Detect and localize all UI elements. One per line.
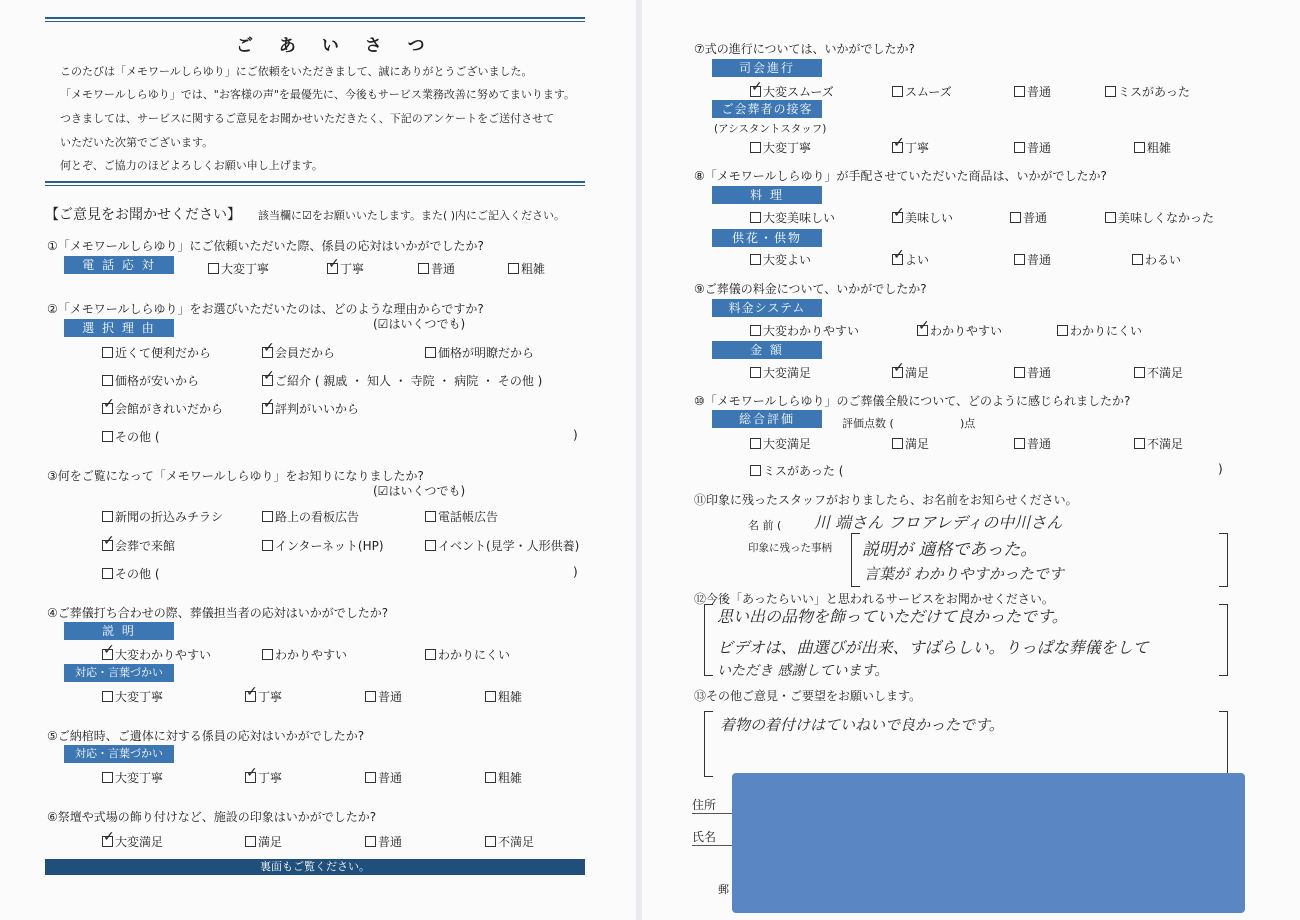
survey-page-front (0, 0, 636, 920)
option[interactable]: ✓ 丁寧 (327, 260, 364, 277)
option[interactable]: スムーズ (892, 83, 952, 100)
option[interactable]: 粗雑 (508, 260, 545, 277)
checkbox-checked[interactable] (102, 540, 113, 551)
option[interactable]: 美味しくなかった (1105, 209, 1214, 226)
name-label-contact: 氏名 (692, 830, 717, 844)
option[interactable]: 大変わかりやすい (750, 322, 859, 339)
checkbox[interactable] (750, 254, 761, 265)
category-label: 料金システム (712, 299, 822, 317)
question-2: ②「メモワールしらゆり」をお選びいただいたのは、どのような理由からですか? (47, 302, 484, 316)
greeting-line: このたびは「メモワールしらゆり」にご依頼をいただきまして、誠にありがとうございました。 (60, 65, 533, 78)
option[interactable]: ✓ ご紹介 ( 親戚 ・ 知人 ・ 寺院 ・ 病院 ・ その他 ) (262, 372, 542, 389)
checkbox-checked[interactable] (102, 649, 113, 660)
category-label: 料 理 (712, 186, 822, 204)
option[interactable]: 粗雑 (1134, 139, 1171, 156)
option[interactable]: その他 ( (102, 428, 160, 445)
option[interactable]: ミスがあった ( (750, 462, 843, 479)
handwritten-line: 思い出の品物を飾っていただけて良かったです。 (717, 607, 1068, 626)
option[interactable]: 不満足 (485, 833, 534, 850)
checkbox[interactable] (892, 438, 903, 449)
option[interactable]: 価格が明瞭だから (425, 344, 534, 361)
option[interactable]: わかりにくい (425, 646, 510, 663)
handwritten-line: 着物の着付けはていねいで良かったです。 (720, 716, 1004, 734)
checkbox[interactable] (750, 438, 761, 449)
option[interactable]: ✓ 会員だから (262, 344, 335, 361)
checkbox[interactable] (485, 836, 496, 847)
option[interactable]: ✓ 丁寧 (892, 139, 929, 156)
checkbox[interactable] (1105, 86, 1116, 97)
checkbox-checked[interactable] (262, 347, 273, 358)
top-rule (45, 17, 585, 19)
checkbox[interactable] (750, 212, 761, 223)
handwritten-line: 説明が 適格であった。 (862, 540, 1038, 560)
option[interactable]: ✓会葬で来館 (102, 537, 175, 554)
checkbox[interactable] (102, 772, 113, 783)
multi-select-note: (☑はいくつでも) (373, 484, 466, 498)
option[interactable]: 大変丁寧 (750, 139, 811, 156)
checkbox[interactable] (365, 772, 376, 783)
checkbox[interactable] (750, 325, 761, 336)
checkbox[interactable] (1134, 367, 1145, 378)
question-8: ⑧「メモワールしらゆり」が手配させていただいた商品は、いかがでしたか? (694, 169, 1107, 183)
option[interactable]: わかりにくい (1057, 322, 1142, 339)
checkbox[interactable] (750, 465, 761, 476)
category-label: 供花・供物 (712, 229, 822, 247)
impression-label: 印象に残った事柄 (748, 542, 832, 554)
option[interactable]: ✓ よい (892, 251, 929, 268)
checkbox-checked[interactable] (892, 142, 903, 153)
option[interactable]: 大変美味しい (750, 209, 835, 226)
checkbox-checked[interactable] (245, 772, 256, 783)
close-paren: ) (573, 565, 578, 579)
checkbox[interactable] (1134, 142, 1145, 153)
checkbox[interactable] (750, 367, 761, 378)
checkbox[interactable] (1105, 212, 1116, 223)
option[interactable]: 粗雑 (485, 769, 522, 786)
close-paren: ) (1218, 462, 1223, 476)
category-label: 総合評価 (712, 410, 822, 428)
question-3: ③何をご覧になって「メモワールしらゆり」をお知りになりましたか? (47, 469, 424, 483)
checkbox[interactable] (485, 772, 496, 783)
checkbox[interactable] (365, 691, 376, 702)
right-bracket (1219, 533, 1228, 587)
option[interactable]: ✓大変スムーズ (750, 83, 834, 100)
category-label: 選 択 理 由 (64, 319, 174, 337)
score-suffix: )点 (960, 417, 976, 430)
survey-heading: 【ご意見をお聞かせください】 (45, 207, 241, 223)
option[interactable]: その他 ( (102, 565, 160, 582)
checkbox-checked[interactable] (917, 325, 928, 336)
option[interactable]: 普通 (418, 260, 455, 277)
option[interactable]: 普通 (1014, 83, 1051, 100)
question-4: ④ご葬儀打ち合わせの際、葬儀担当者の応対はいかがでしたか? (47, 606, 389, 620)
checkbox-checked[interactable] (245, 691, 256, 702)
option[interactable]: ミスがあった (1105, 83, 1190, 100)
greeting-line: いただいた次第でございます。 (60, 136, 214, 149)
survey-instruction: 該当欄に☑をお願いいたします。また( )内にご記入ください。 (258, 209, 566, 222)
checkbox[interactable] (418, 263, 429, 274)
option[interactable]: 大変丁寧 (208, 260, 269, 277)
greeting-title: ご あ い さ つ (236, 36, 435, 56)
checkbox-checked[interactable] (102, 403, 113, 414)
postal-label: 郵 (718, 883, 729, 896)
footer-bar: 裏面もご覧ください。 (45, 859, 585, 875)
handwritten-line: いただき 感謝しています。 (717, 663, 889, 679)
category-label: 対応・言葉づかい (64, 664, 174, 682)
option[interactable]: 大変丁寧 (102, 688, 163, 705)
option[interactable]: 普通 (1014, 364, 1051, 381)
left-bracket (851, 533, 860, 587)
option[interactable]: 電話帳広告 (425, 508, 498, 525)
top-rule-thin (45, 21, 585, 22)
option[interactable]: 粗雑 (485, 688, 522, 705)
greeting-line: 何とぞ、ご協力のほどよろしくお願い申し上げます。 (60, 159, 323, 172)
option[interactable]: ✓ わかりやすい (917, 322, 1002, 339)
checkbox[interactable] (102, 511, 113, 522)
checkbox[interactable] (1014, 86, 1025, 97)
option[interactable]: ✓会館がきれいだから (102, 400, 223, 417)
option[interactable]: 普通 (365, 688, 402, 705)
checkbox[interactable] (102, 347, 113, 358)
category-label: 金 額 (712, 341, 822, 359)
option[interactable]: 大変満足 (750, 435, 811, 452)
checkbox[interactable] (425, 511, 436, 522)
option[interactable]: ✓ 美味しい (892, 209, 953, 226)
greeting-line: つきましては、サービスに関するご意見をお聞かせいただきたく、下記のアンケートをご送付させて (60, 112, 555, 125)
option[interactable]: ✓ 丁寧 (245, 769, 282, 786)
option[interactable]: 大変丁寧 (102, 769, 163, 786)
question-6: ⑥祭壇や式場の飾り付けなど、施設の印象はいかがでしたか? (47, 810, 377, 824)
greeting-bottom-rule (45, 181, 585, 183)
checkbox[interactable] (102, 431, 113, 442)
option[interactable]: ✓ 評判がいいから (262, 400, 359, 417)
option[interactable]: 普通 (1014, 251, 1051, 268)
checkbox[interactable] (892, 86, 903, 97)
checkbox[interactable] (102, 568, 113, 579)
option[interactable]: ✓大変わかりやすい (102, 646, 211, 663)
checkbox[interactable] (1014, 142, 1025, 153)
checkbox[interactable] (750, 142, 761, 153)
question-1: ①「メモワールしらゆり」にご依頼いただいた際、係員の応対はいかがでしたか? (47, 239, 484, 253)
category-label: 説 明 (64, 622, 174, 640)
checkbox-checked[interactable] (262, 403, 273, 414)
option[interactable]: 価格が安いから (102, 372, 199, 389)
checkbox-checked[interactable] (750, 86, 761, 97)
checkbox[interactable] (102, 375, 113, 386)
option[interactable]: 普通 (1014, 435, 1051, 452)
checkbox[interactable] (425, 347, 436, 358)
checkbox-checked[interactable] (102, 836, 113, 847)
option[interactable]: 新聞の折込みチラシ (102, 508, 223, 525)
category-label: 電 話 応 対 (64, 256, 174, 274)
question-7: ⑦式の進行については、いかがでしたか? (694, 42, 915, 56)
option[interactable]: インターネット(HP) (262, 537, 384, 554)
checkbox[interactable] (508, 263, 519, 274)
handwritten-staff-name: 川 端さん フロアレディの中川さん (814, 513, 1063, 532)
multi-select-note: (☑はいくつでも) (373, 317, 466, 331)
question-12: ⑫今後「あったらいい」と思われるサービスをお聞かせください。 (694, 592, 1054, 606)
checkbox[interactable] (262, 649, 273, 660)
option[interactable]: 普通 (365, 833, 402, 850)
address-label: 住所 (692, 798, 717, 812)
option[interactable]: 普通 (1014, 139, 1051, 156)
option[interactable]: 路上の看板広告 (262, 508, 359, 525)
checkbox[interactable] (1057, 325, 1068, 336)
checkbox-checked[interactable] (327, 263, 338, 274)
greeting-line: 「メモワールしらゆり」では、"お客様の声"を最優先に、今後もサービス業務改善に努めてまいります。 (60, 88, 576, 101)
option[interactable]: 大変よい (750, 251, 811, 268)
option[interactable]: 満足 (892, 435, 929, 452)
checkbox[interactable] (208, 263, 219, 274)
option[interactable]: 近くて便利だから (102, 344, 211, 361)
checkbox-checked[interactable] (892, 254, 903, 265)
option[interactable]: わかりやすい (262, 646, 347, 663)
checkbox[interactable] (1014, 254, 1025, 265)
option[interactable]: ✓ 満足 (892, 364, 929, 381)
redaction-block (732, 773, 1245, 913)
checkbox[interactable] (1132, 254, 1143, 265)
checkbox[interactable] (102, 691, 113, 702)
question-9: ⑨ご葬儀の料金について、いかがでしたか? (694, 282, 927, 296)
checkbox[interactable] (1134, 438, 1145, 449)
option[interactable]: 普通 (1010, 209, 1047, 226)
category-label: 司会進行 (712, 59, 822, 77)
checkbox-checked[interactable] (892, 367, 903, 378)
option[interactable]: ✓大変満足 (102, 833, 163, 850)
checkbox[interactable] (1010, 212, 1021, 223)
right-bracket (1219, 604, 1228, 676)
category-label: ご会葬者の接客 (712, 100, 822, 118)
option[interactable]: イベント(見学・人形供養) (425, 537, 579, 554)
name-label: 名 前 ( (748, 519, 782, 532)
option[interactable]: 不満足 (1134, 435, 1183, 452)
question-5: ⑤ご納棺時、ご遺体に対する係員の応対はいかがでしたか? (47, 729, 365, 743)
checkbox[interactable] (262, 511, 273, 522)
option[interactable]: ✓ 丁寧 (245, 688, 282, 705)
checkbox[interactable] (485, 691, 496, 702)
left-bracket (704, 604, 713, 676)
left-bracket (704, 711, 713, 777)
checkbox[interactable] (365, 836, 376, 847)
handwritten-line: ビデオは、曲選びが出来、すばらしい。りっぱな葬儀をして (717, 638, 1149, 657)
question-11: ⑪印象に残ったスタッフがおりましたら、お名前をお知らせください。 (694, 493, 1078, 507)
question-10: ⑩「メモワールしらゆり」のご葬儀全般について、どのように感じられましたか? (694, 394, 1131, 408)
option[interactable]: わるい (1132, 251, 1181, 268)
option[interactable]: 普通 (365, 769, 402, 786)
checkbox[interactable] (262, 540, 273, 551)
right-bracket (1219, 711, 1228, 777)
question-13: ⑬その他ご意見・ご要望をお願いします。 (694, 689, 922, 703)
close-paren: ) (573, 428, 578, 442)
category-sublabel: (アシスタントスタッフ) (714, 123, 827, 135)
handwritten-line: 言葉が わかりやすかったです (864, 565, 1064, 583)
option[interactable]: 大変満足 (750, 364, 811, 381)
checkbox-checked[interactable] (892, 212, 903, 223)
option[interactable]: 満足 (245, 833, 282, 850)
score-prefix: 評価点数 ( (842, 417, 894, 430)
checkbox[interactable] (245, 836, 256, 847)
option[interactable]: 不満足 (1134, 364, 1183, 381)
checkbox[interactable] (425, 540, 436, 551)
greeting-bottom-rule-thin (45, 185, 585, 186)
checkbox-checked[interactable] (262, 375, 273, 386)
checkbox[interactable] (425, 649, 436, 660)
checkbox[interactable] (1014, 367, 1025, 378)
checkbox[interactable] (1014, 438, 1025, 449)
category-label: 対応・言葉づかい (64, 745, 174, 763)
